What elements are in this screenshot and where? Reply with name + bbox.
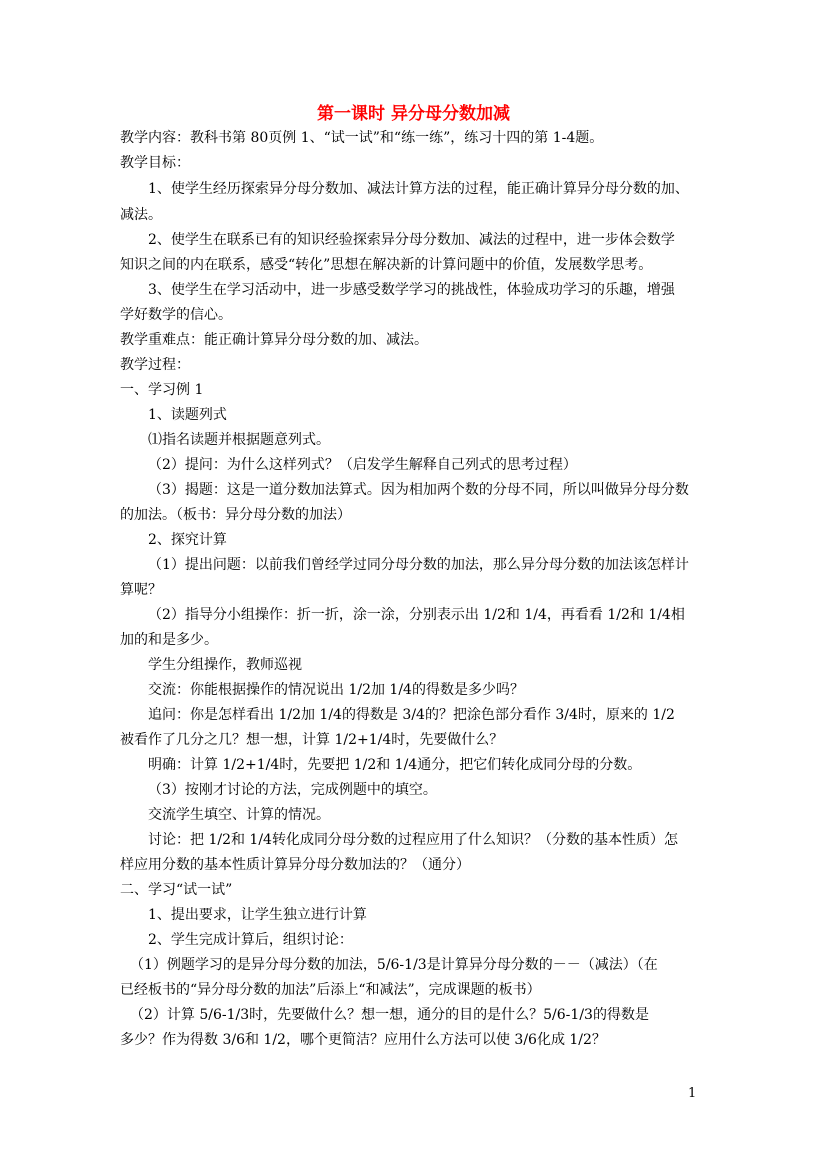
text-line: 教学过程： — [120, 357, 190, 373]
text-line: 知识之间的内在联系，感受“转化”思想在解决新的计算问题中的价值，发展数学思考。 — [120, 257, 653, 273]
text-line: 减法。 — [120, 207, 162, 223]
text-line: 学好数学的信心。 — [120, 307, 232, 323]
text-line: 交流学生填空、计算的情况。 — [148, 807, 330, 823]
text-line: 明确：计算 1/2+1/4时，先要把 1/2和 1/4通分，把它们转化成同分母的分数。 — [148, 757, 642, 773]
text-line: 已经板书的“异分母分数的加法”后添上“和减法”，完成课题的板书） — [120, 982, 541, 998]
text-line: 1、使学生经历探索异分母分数加、减法计算方法的过程，能正确计算异分母分数的加、 — [148, 181, 689, 197]
section-heading: 一、学习例 1 — [120, 382, 204, 398]
page-title: 第一课时 异分母分数加减 — [317, 104, 510, 124]
text-line: 1、读题列式 — [148, 407, 227, 423]
text-line: 多少？作为得数 3/6和 1/2，哪个更简洁？应用什么方法可以使 3/6化成 1/2？ — [120, 1032, 606, 1048]
text-line: 讨论：把 1/2和 1/4转化成同分母分数的过程应用了什么知识？（分数的基本性质）怎 — [148, 832, 678, 848]
text-line: 教学目标： — [120, 155, 190, 171]
text-line: 加的和是多少。 — [120, 632, 218, 648]
text-line: 教学内容：教科书第 80页例 1、“试一试”和“练一练”，练习十四的第 1-4题。 — [120, 130, 604, 146]
page-number: 1 — [688, 1086, 697, 1101]
text-line: 2、使学生在联系已有的知识经验探索异分母分数加、减法的过程中，进一步体会数学 — [148, 232, 675, 248]
text-line: （1）例题学习的是异分母分数的加法，5/6-1/3是计算异分母分数的－－（减法）（在 — [130, 957, 658, 973]
text-line: 追问：你是怎样看出 1/2加 1/4的得数是 3/4的？把涂色部分看作 3/4时，原来的 1/2 — [148, 707, 675, 723]
text-line: （2）指导分小组操作：折一折，涂一涂，分别表示出 1/2和 1/4，再看看 1/2和 1/4相 — [148, 607, 685, 623]
text-line: 教学重难点：能正确计算异分母分数的加、减法。 — [120, 332, 428, 348]
text-line: （2）提问：为什么这样列式？（启发学生解释自己列式的思考过程） — [148, 457, 577, 473]
text-line: 3、使学生在学习活动中，进一步感受数学学习的挑战性，体验成功学习的乐趣，增强 — [148, 282, 675, 298]
text-line: 算呢？ — [120, 582, 162, 598]
text-line: 2、学生完成计算后，组织讨论： — [148, 932, 353, 948]
text-line: （2）计算 5/6-1/3时，先要做什么？想一想，通分的目的是什么？5/6-1/3的得数是 — [130, 1007, 649, 1023]
text-line: 样应用分数的基本性质计算异分母分数加法的？（通分） — [120, 857, 470, 873]
text-line: 的加法。（板书：异分母分数的加法） — [120, 507, 351, 523]
text-line: 被看作了几分之几？想一想，计算 1/2+1/4时，先要做什么？ — [120, 732, 504, 748]
text-line: （1）提出问题：以前我们曾经学过同分母分数的加法，那么异分母分数的加法该怎样计 — [148, 557, 689, 573]
text-line: 1、提出要求，让学生独立进行计算 — [148, 907, 367, 923]
text-line: （3）按刚才讨论的方法，完成例题中的填空。 — [148, 782, 437, 798]
text-line: ⑴指名读题并根据题意列式。 — [148, 432, 330, 448]
text-line: 交流：你能根据操作的情况说出 1/2加 1/4的得数是多少吗？ — [148, 682, 524, 698]
text-line: 学生分组操作，教师巡视 — [148, 657, 302, 673]
text-line: 2、探究计算 — [148, 532, 227, 548]
section-heading: 二、学习“试一试” — [120, 882, 233, 898]
text-line: （3）揭题：这是一道分数加法算式。因为相加两个数的分母不同，所以叫做异分母分数 — [148, 482, 689, 498]
